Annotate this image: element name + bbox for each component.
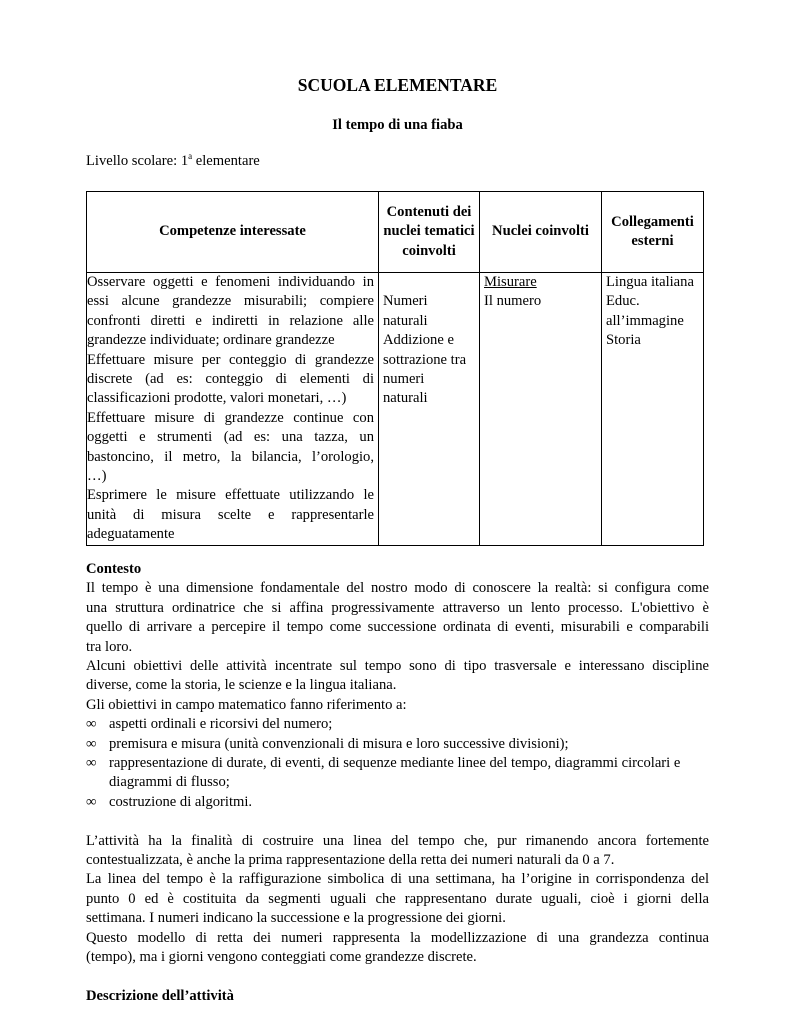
list-item: ∞ costruzione di algoritmi. <box>86 793 709 812</box>
document-subtitle: Il tempo di una fiaba <box>332 117 463 133</box>
descrizione-heading: Descrizione dell’attività <box>86 987 234 1004</box>
nucleus-numero: Il numero <box>484 293 542 310</box>
infinity-bullet-icon: ∞ <box>86 793 97 810</box>
contesto-heading: Contesto <box>86 561 142 577</box>
contesto-section <box>86 560 709 1006</box>
infinity-bullet-icon: ∞ <box>86 755 97 772</box>
competences-table <box>86 191 704 546</box>
contesto-paragraph-4: L’attività ha la finalità di costruire una linea del tempo che, pur rimanendo ancora fortemente contestualizzata, è anche la prima rappresentazione della retta dei numeri naturali da 0 a 7. <box>86 832 709 869</box>
header-competenze: Competenze interessate <box>87 192 379 273</box>
objectives-list <box>86 715 709 812</box>
header-contenuti: Contenuti dei nuclei tematici coinvolti <box>379 192 480 273</box>
list-item: ∞ aspetti ordinali e ricorsivi del numero; <box>86 715 709 734</box>
school-level: Livello scolare: 1$^a$ elementare <box>86 151 260 169</box>
cell-nuclei <box>480 273 602 546</box>
contesto-paragraph-6: Questo modello di retta dei numeri rappresenta la modellizzazione di una grandezza continua (tempo), ma i giorni vengono conteggiati come grandezze discrete. <box>86 929 709 966</box>
infinity-bullet-icon: ∞ <box>86 735 97 752</box>
header-nuclei: Nuclei coinvolti <box>480 192 602 273</box>
contesto-paragraph-1: Il tempo è una dimensione fondamentale del nostro modo di conoscere la realtà: si configura come una struttura ordinatrice che si affina progressivamente attraverso un lento processo. L'obiettivo è quello di arrivare a percepire il tempo come successione ordinata di eventi, misurabili e comparabili tra loro. <box>86 580 709 655</box>
cell-contenuti: Numeri naturali Addizione e sottrazione tra numeri naturali <box>379 273 480 546</box>
document-title: SCUOLA ELEMENTARE <box>297 75 498 95</box>
contesto-paragraph-3: Gli obiettivi in campo matematico fanno riferimento a: <box>86 696 407 713</box>
infinity-bullet-icon: ∞ <box>86 716 97 733</box>
contesto-paragraph-5: La linea del tempo è la raffigurazione simbolica di una settimana, ha l’origine in corrispondenza del punto 0 ed è costituita da segmenti uguali che rappresentano durate uguali, cioè i giorni della settimana. I numeri indicano la successione e la progressione dei giorni. <box>86 871 709 927</box>
nucleus-misurare: Misurare <box>484 274 537 290</box>
header-collegamenti: Collegamenti esterni <box>602 192 704 273</box>
cell-competenze: Osservare oggetti e fenomeni individuando in essi alcune grandezze misurabili; compiere confronti diretti e indiretti in relazione alle grandezze individuate; ordinare grandezze Effettuare misure per conteggio di grandezze discrete (ad es: conteggio di elementi di classificazioni prodotte, valori monetari, …) Effettuare misure di grandezze continue con oggetti e strumenti (ad es: una tazza, un bastoncino, il metro, la bilancia, l’orologio, …) Esprimere le misure effettuate utilizzando le unità di misura scelte e rappresentarle adeguatamente <box>87 273 379 546</box>
list-item: ∞ premisura e misura (unità convenzionali di misura e loro successive divisioni); <box>86 735 709 754</box>
cell-collegamenti: Lingua italiana Educ. all’immagine Storia <box>602 273 704 546</box>
list-item: ∞ rappresentazione di durate, di eventi, di sequenze mediante linee del tempo, diagrammi circolari e diagrammi di flusso; <box>86 755 681 791</box>
table-row <box>87 273 704 546</box>
contesto-paragraph-2: Alcuni obiettivi delle attività incentrate sul tempo sono di tipo trasversale e interessano discipline diverse, come la storia, le scienze e la lingua italiana. <box>86 658 709 694</box>
table-header-row <box>87 192 704 273</box>
